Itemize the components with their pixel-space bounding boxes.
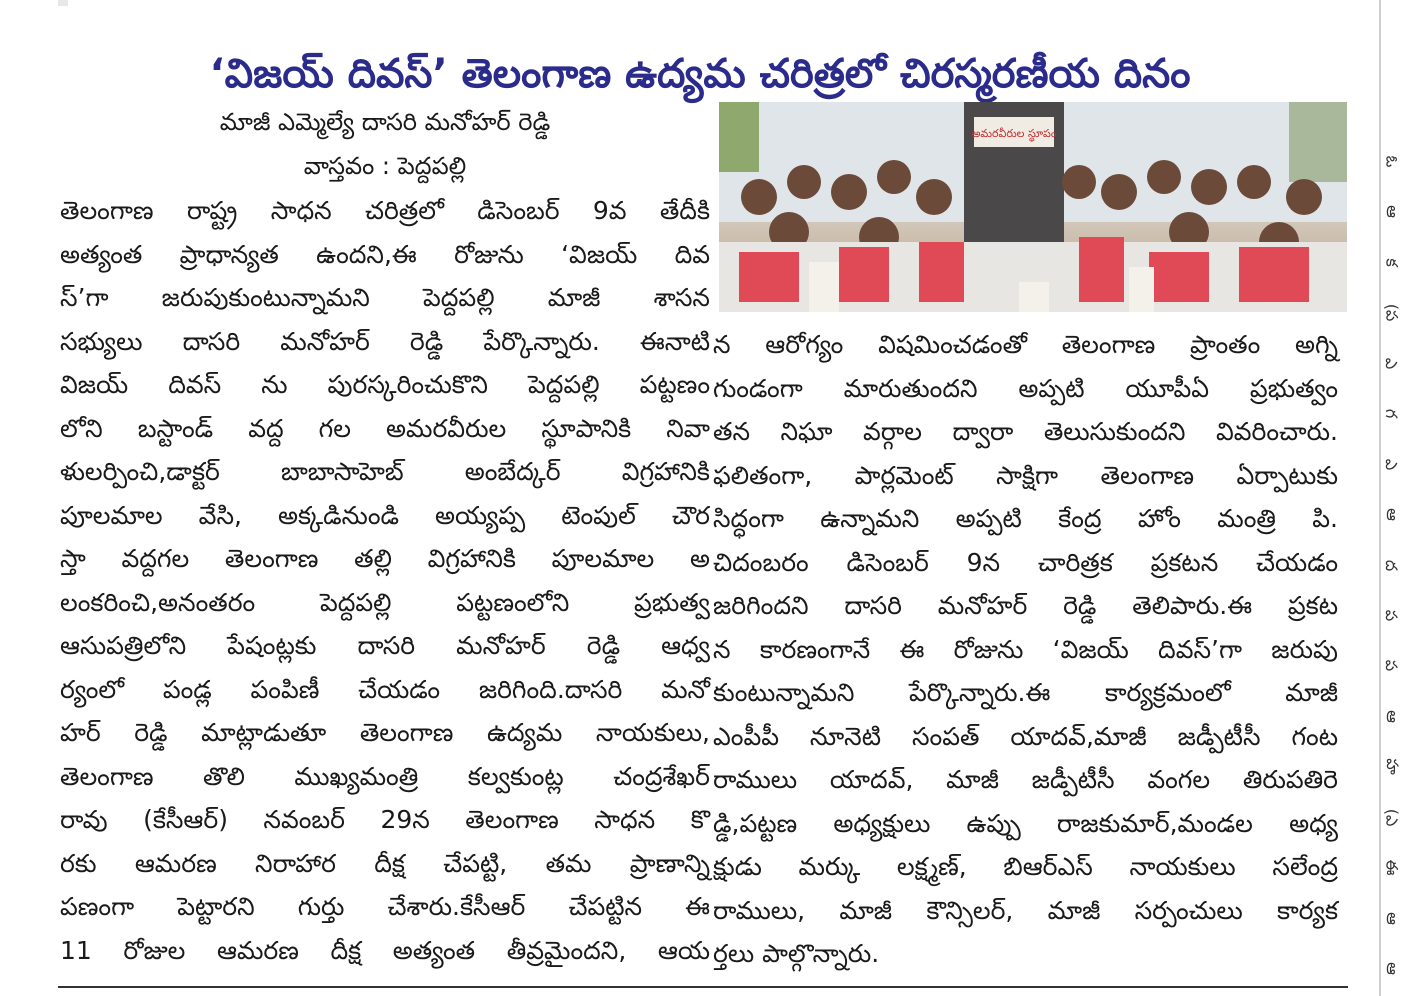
article-line: ఆసుపత్రిలోని పేషంట్లకు దాసరి మనోహర్ రెడ్డి ఆధ్వ bbox=[60, 631, 710, 660]
column-divider bbox=[1379, 0, 1381, 996]
article-line: ఫలితంగా, పార్లమెంట్ సాక్షిగా తెలంగాణ ఏర్పాటుకు bbox=[713, 460, 1338, 490]
edge-glyph: క bbox=[1382, 258, 1402, 267]
article-line: రకు ఆమరణ నిరాహార దీక్ష చేపట్టి, తమ ప్రాణాన్ని bbox=[60, 848, 710, 878]
edge-glyph: (ఎ bbox=[1382, 808, 1402, 826]
article-line: తెలంగాణ తొలి ముఖ్యమంత్రి కల్వకుంట్ల చంద్రశేఖర్ bbox=[60, 761, 710, 791]
edge-glyph: ఆ bbox=[1382, 205, 1402, 219]
edge-glyph: ఆ bbox=[1382, 508, 1402, 521]
edge-glyph: ఆ bbox=[1382, 709, 1402, 723]
top-edge-mark bbox=[58, 0, 68, 6]
byline-dateline: వాస్తవం : పెద్దపల్లి bbox=[303, 152, 467, 180]
article-line: ఎంపీపీ నూనెటి సంపత్ యాదవ్,మాజీ జడ్పీటీసీ గంట bbox=[713, 721, 1338, 751]
edge-glyph: ప bbox=[1382, 609, 1402, 622]
article-line: రావు (కేసీఆర్) నవంబర్ 29న తెలంగాణ సాధన కొ bbox=[60, 805, 710, 834]
article-line: తన నిఘా వర్గాల ద్వారా తెలుసుకుందని వివరించారు. bbox=[713, 417, 1338, 446]
article-line: పూలమాల వేసి, అక్కడినుండి అయ్యప్ప టెంపుల్ చౌర bbox=[60, 500, 710, 530]
article-line: లోని బస్టాండ్ వద్ద గల అమరవీరుల స్థూపానికి నివా bbox=[60, 413, 710, 443]
news-photo bbox=[719, 102, 1347, 312]
edge-glyph: గ bbox=[1382, 409, 1402, 419]
article-line: పణంగా పెట్టారని గుర్తు చేశారు.కేసీఆర్ చేపట్టిన ఈ bbox=[60, 892, 710, 921]
edge-glyph: ద bbox=[1382, 559, 1402, 571]
headline: ‘విజయ్ దివస్’ తెలంగాణ ఉద్యమ చరిత్రలో చిరస్మరణీయ దినం bbox=[209, 50, 1191, 97]
article-line: ర్యంలో పండ్ల పంపిణీ చేయడం జరిగింది.దాసరి మనో bbox=[60, 674, 710, 704]
article-line: లంకరించి,అనంతరం పెద్దపల్లి పట్టణంలోని ప్రభుత్వ bbox=[60, 587, 710, 617]
article-line: తెలంగాణ రాష్ట్ర సాధన చరిత్రలో డిసెంబర్ 9వ తేదీకి bbox=[60, 196, 710, 225]
article-right-column bbox=[713, 323, 1338, 976]
edge-glyph: ఎ bbox=[1382, 357, 1402, 369]
edge-glyph: ఆ bbox=[1382, 962, 1402, 975]
edge-glyph: ఎ bbox=[1382, 458, 1402, 470]
edge-glyph: ప bbox=[1382, 660, 1402, 672]
article-line: రాములు, మాజీ కౌన్సిలర్, మాజీ సర్పంచులు కార్యక bbox=[713, 895, 1338, 925]
adjacent-article-edge bbox=[1382, 150, 1402, 980]
article-line: న కారణంగానే ఈ రోజును ‘విజయ్ దివస్’గా జరుపు bbox=[713, 634, 1338, 664]
article-left-column bbox=[60, 189, 710, 972]
memorial-banner-text: అమరవీరుల స్థూపం bbox=[971, 127, 1057, 140]
edge-glyph: (ప bbox=[1382, 304, 1402, 322]
article-line: 11 రోజుల ఆమరణ దీక్ష అత్యంత తీవ్రమైందని, ఆయ bbox=[60, 935, 710, 965]
bottom-rule bbox=[58, 986, 1348, 988]
news-photo-icon bbox=[719, 102, 1347, 312]
article-line: జరిగిందని దాసరి మనోహర్ రెడ్డి తెలిపారు.ఈ ప్రకట bbox=[713, 591, 1338, 620]
article-line: ళులర్పించి,డాక్టర్ బాబాసాహెబ్ అంబేద్కర్ విగ్రహానికి bbox=[60, 457, 710, 486]
article-line: సిద్ధంగా ఉన్నామని అప్పటి కేంద్ర హోం మంత్రి పి. bbox=[713, 504, 1338, 533]
article-line: విజయ్ దివస్ ను పురస్కరించుకొని పెద్దపల్లి పట్టణం bbox=[60, 370, 710, 399]
article-line: స్’గా జరుపుకుంటున్నామని పెద్దపల్లి మాజీ శాసన bbox=[60, 283, 710, 312]
article-line: డ్డి,పట్టణ అధ్యక్షులు ఉప్పు రాజకుమార్,మండల అధ్య bbox=[713, 808, 1338, 838]
edge-glyph: ఆ bbox=[1382, 911, 1402, 925]
edge-glyph: హ bbox=[1382, 758, 1402, 776]
article-line: సభ్యులు దాసరి మనోహర్ రెడ్డి పేర్కొన్నారు. ఈనాటి bbox=[60, 326, 710, 356]
article-line: హర్ రెడ్డి మాట్లాడుతూ తెలంగాణ ఉద్యమ నాయకులు, bbox=[60, 718, 710, 747]
article-line: క్షుడు మర్కు లక్ష్మణ్, బిఆర్ఎస్ నాయకులు సలేంద్ర bbox=[713, 852, 1338, 881]
byline-speaker: మాజీ ఎమ్మెల్యే దాసరి మనోహర్ రెడ్డి bbox=[219, 108, 551, 136]
article-line: స్తా వద్దగల తెలంగాణ తల్లి విగ్రహానికి పూలమాల అ bbox=[60, 544, 710, 573]
article-line: చిదంబరం డిసెంబర్ 9న చారిత్రక ప్రకటన చేయడం bbox=[713, 547, 1338, 577]
edge-glyph: ఈ bbox=[1382, 859, 1402, 876]
article-line: అత్యంత ప్రాధాన్యత ఉందని,ఈ రోజును ‘విజయ్ దివ bbox=[60, 239, 710, 269]
article-line: ర్తలు పాల్గొన్నారు. bbox=[713, 939, 880, 968]
article-line: రాములు యాదవ్, మాజీ జడ్పీటీసీ వంగల తిరుపతిరె bbox=[713, 765, 1338, 794]
article-line: న ఆరోగ్యం విషమించడంతో తెలంగాణ ప్రాంతం అగ్ని bbox=[713, 330, 1338, 359]
article-line: గుండంగా మారుతుందని అప్పటి యూపీఏ ప్రభుత్వం bbox=[713, 373, 1338, 403]
article-line: కుంటున్నామని పేర్కొన్నారు.ఈ కార్యక్రమంలో మాజీ bbox=[713, 678, 1338, 707]
edge-glyph: ఓ bbox=[1382, 155, 1402, 168]
